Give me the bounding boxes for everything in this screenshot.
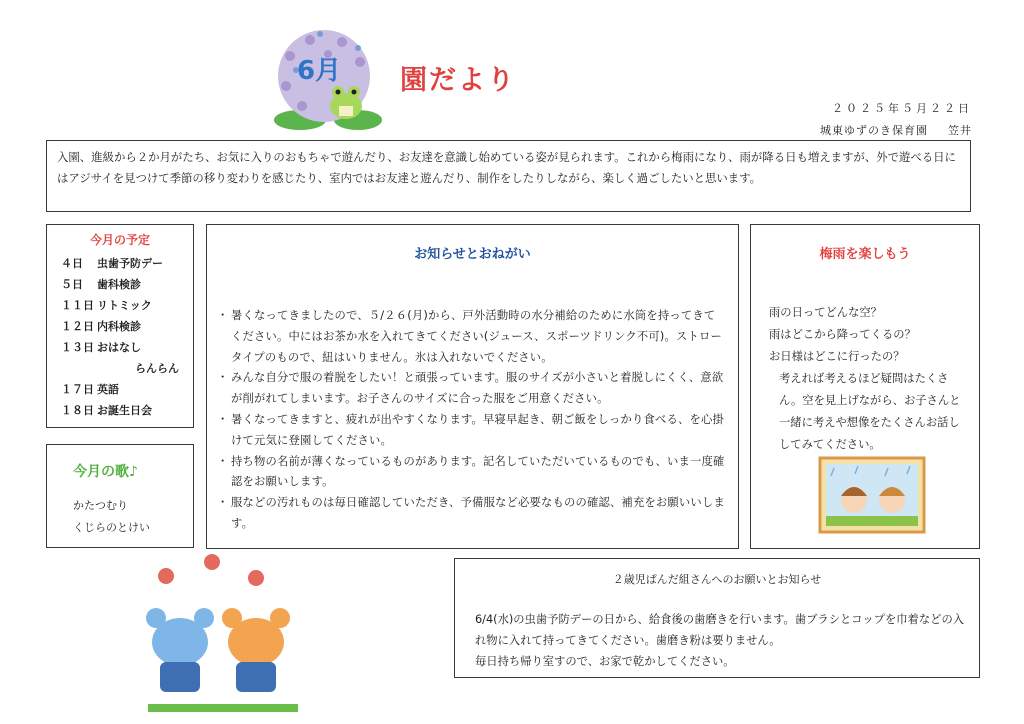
schedule-row: [53, 295, 187, 316]
schedule-day: ５日: [61, 278, 83, 291]
songs-title: 今月の歌♪: [73, 464, 138, 480]
schedule-row: [53, 316, 187, 337]
schedule-title: 今月の予定: [89, 233, 150, 247]
schedule-row: [53, 337, 187, 358]
notice-item: ・ 持ち物の名前が薄くなっているものがあります。記名していただいているものでも、いま一度確認をお願いします。: [219, 452, 726, 494]
notice-box: [206, 224, 739, 549]
schedule-event: 歯科検診: [97, 278, 141, 291]
schedule-event: 虫歯予防デー: [97, 257, 163, 270]
class-notice-text: 6/4(水)の虫歯予防デーの日から、給食後の歯磨きを行います。歯ブラシとコップを巾着などの入れ物に入れて持ってきてください。歯磨き粉は要りません。: [475, 613, 965, 647]
schedule-event: らんらん: [135, 362, 179, 375]
schedule-day: ４日: [61, 257, 83, 270]
schedule-box: [46, 224, 194, 428]
rainy-line: 雨の日ってどんな空？: [769, 306, 882, 319]
class-notice-box: [454, 558, 980, 678]
school-signature: [820, 122, 972, 138]
rainy-line: 雨はどこから降ってくるの？: [769, 328, 916, 341]
schedule-day: １２日: [61, 320, 94, 333]
notice-item: ・ みんな自分で服の着脱をしたい！と頑張っています。服のサイズが小さいと着脱しにくく、意欲が削がれてしまいます。お子さんのサイズに合った服をご用意ください。: [219, 368, 726, 410]
notice-title: お知らせとおねがい: [414, 247, 531, 262]
schedule-day: １３日: [61, 341, 94, 354]
notice-item: ・ 暑くなってきましたので、５/２６(月)から、戸外活動時の水分補給のために水筒を持ってきてください。中にはお茶か水を入れてきてください(ジュース、スポーツドリンク不可)。ストロータイプのもので、紐はいりません。氷は入れないでください。: [219, 306, 726, 368]
rainy-window-illustration: [818, 456, 926, 534]
song-item: かたつむり: [73, 499, 128, 512]
schedule-event: 英語: [97, 383, 119, 396]
schedule-row: [53, 253, 187, 274]
song-item: くじらのとけい: [73, 521, 150, 534]
schedule-row: [53, 400, 187, 421]
schedule-event: おはなし: [97, 341, 141, 354]
notice-item: ・ 服などの汚れものは毎日確認していただき、予備服など必要なものの確認、補充をお願いいします。: [219, 493, 726, 535]
bears-toothbrushing-illustration: [138, 548, 308, 716]
issue-date: ２０２５年５月２２日: [832, 102, 972, 115]
school-name: 城東ゆずのき保育園: [820, 124, 928, 137]
class-notice-text: 毎日持ち帰り室すので、お家で乾かしてください。: [475, 655, 735, 668]
schedule-day: １７日: [61, 383, 94, 396]
intro-text: 入園、進級から２か月がたち、お気に入りのおもちゃで遊んだり、お友達を意識し始めている姿が見られます。これから梅雨になり、雨が降る日も増えますが、外で遊べる日にはアジサイを見つけて季節の移り変わりを感じたり、室内ではお友達と遊んだり、制作をしたりしながら、楽しく過ごしたいと思います。: [57, 150, 956, 185]
schedule-event: 内科検診: [97, 320, 141, 333]
schedule-row: [53, 379, 187, 400]
schedule-row: [53, 358, 187, 379]
notice-item: ・ 暑くなってきますと、疲れが出やすくなります。早寝早起き、朝ご飯をしっかり食べる、を心掛けて元気に登園してください。: [219, 410, 726, 452]
rainy-line: お日様はどこに行ったの？: [769, 350, 905, 363]
class-notice-title: ２歳児ぱんだ組さんへのお願いとお知らせ: [612, 573, 822, 586]
schedule-day: １８日: [61, 404, 94, 417]
schedule-row: [53, 274, 187, 295]
page-title: 園だより: [400, 65, 516, 96]
schedule-day: １１日: [61, 299, 94, 312]
notice-list: [219, 306, 726, 535]
schedule-event: リトミック: [97, 299, 152, 312]
schedule-day: [53, 358, 97, 379]
schedule-event: お誕生日会: [97, 404, 152, 417]
songs-box: [46, 444, 194, 548]
schedule-list: [53, 253, 187, 421]
intro-box: [46, 140, 971, 212]
rainy-title: 梅雨を楽しもう: [819, 247, 911, 262]
month-badge: 6月: [297, 56, 342, 86]
author-name: 笠井: [948, 124, 972, 137]
rainy-line: 考えれば考えるほど疑問はたくさん。空を見上げながら、お子さんと一緒に考えや想像をたくさんお話ししてみてください。: [779, 372, 961, 451]
